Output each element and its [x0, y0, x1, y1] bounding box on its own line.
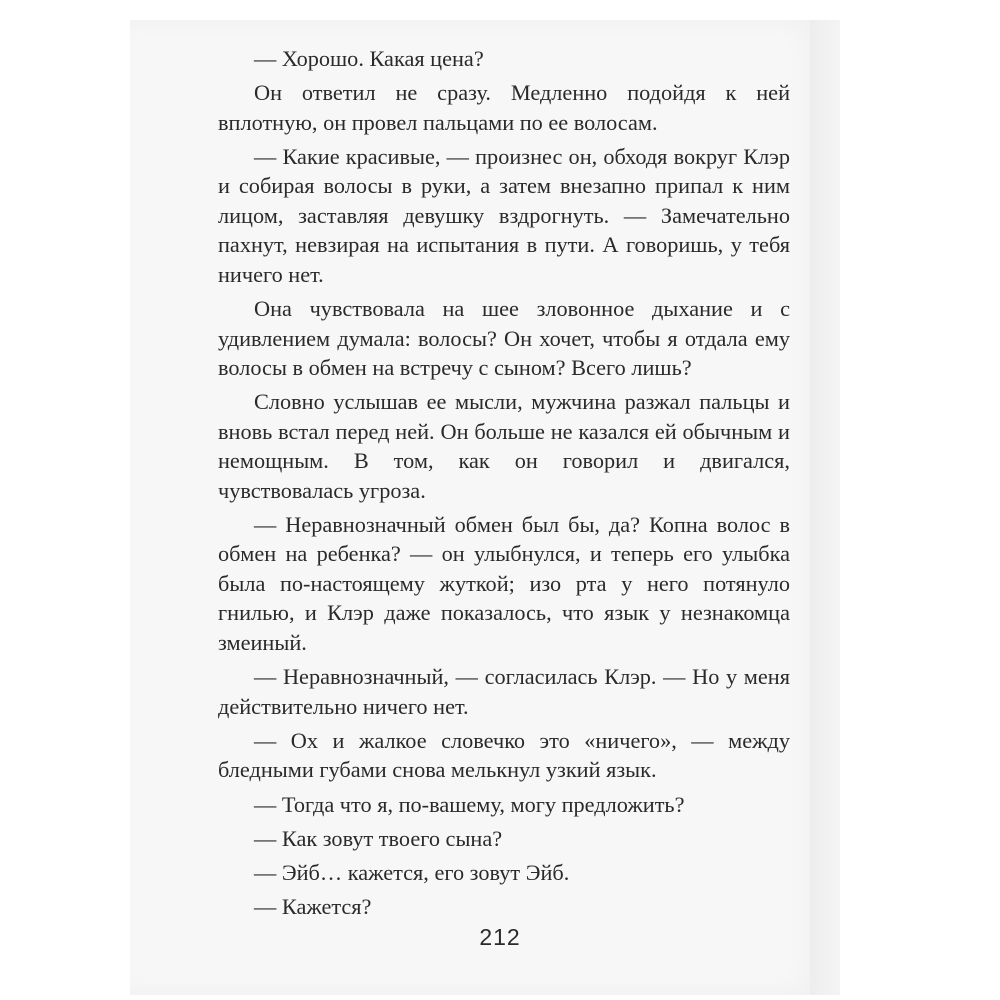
paragraph: Он ответил не сразу. Медленно подойдя к ней вплотную, он провел пальцами по ее волосам. — [218, 80, 790, 135]
paragraph: — Как зовут твоего сына? — [254, 825, 503, 851]
paragraph: — Хорошо. Какая цена? — [254, 46, 484, 71]
page-number: 212 — [479, 924, 521, 950]
paragraph: Словно услышав ее мысли, мужчина разжал пальцы и вновь встал перед ней. Он больше не казался ей обычным и немощным. В том, как он говорил и двигался, чувствовалась угроза. — [218, 389, 790, 503]
paragraph: — Тогда что я, по-вашему, могу предложить? — [254, 791, 685, 817]
paragraph: — Неравнозначный обмен был бы, да? Копна волос в обмен на ребенка? — он улыбнулся, и теперь его улыбка была по-настоящему жуткой; изо рта у него потянуло гнилью, и Клэр даже показалось, что язык у незнакомца змеиный. — [218, 511, 790, 655]
paragraph: — Неравнозначный, — согласилась Клэр. — Но у меня действительно ничего нет. — [218, 664, 790, 719]
paragraph: — Ох и жалкое словечко это «ничего», — между бледными губами снова мелькнул узкий язык. — [218, 727, 790, 783]
paragraph: Она чувствовала на шее зловонное дыхание и с удивлением думала: волосы? Он хочет, чтобы я отдала ему волосы в обмен на встречу с сыном? Всего лишь? — [218, 296, 790, 381]
paragraph: — Какие красивые, — произнес он, обходя вокруг Клэр и собирая волосы в руки, а затем внезапно припал к ним лицом, заставляя девушку вздрогнуть. — Замечательно пахнут, невзирая на испытания в пути. А говоришь, у тебя ничего нет. — [218, 143, 790, 287]
page-edge — [810, 20, 840, 995]
page-text — [218, 44, 790, 922]
paragraph: — Кажется? — [254, 894, 372, 920]
paragraph: — Эйб… кажется, его зовут Эйб. — [254, 859, 570, 885]
